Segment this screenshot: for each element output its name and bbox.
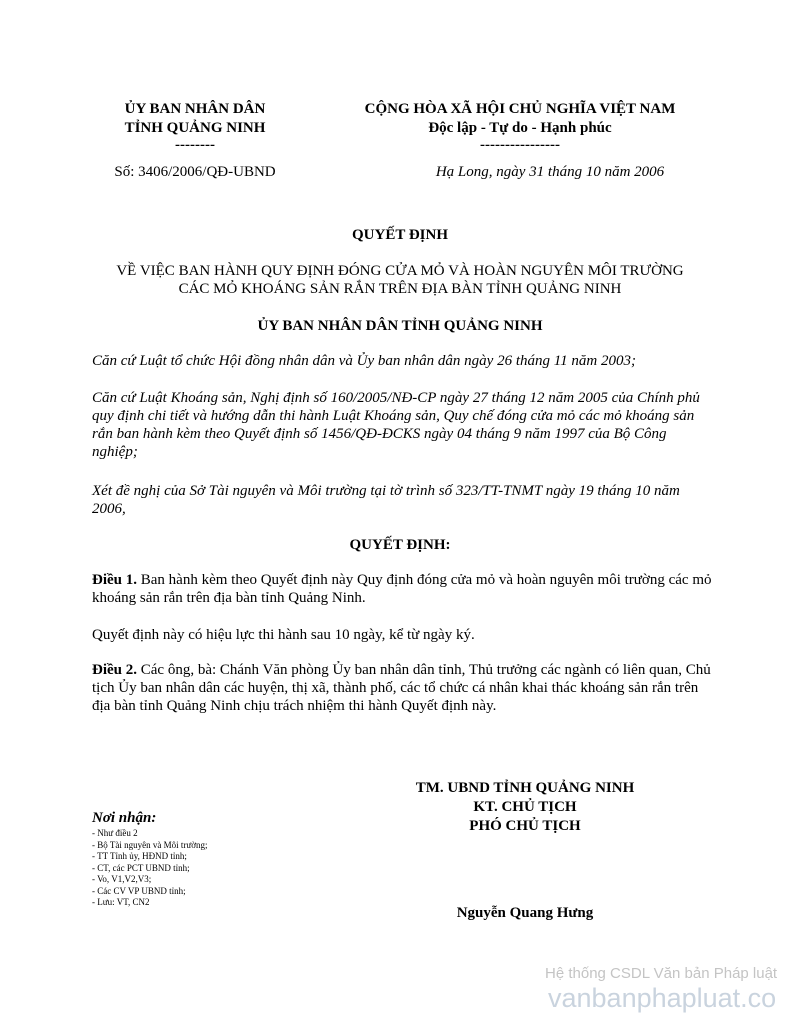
article-2 bbox=[92, 661, 712, 715]
preamble-item: Xét đề nghị của Sở Tài nguyên và Môi trường tại tờ trình số 323/TT-TNMT ngày 19 tháng 10 năm 2006, bbox=[92, 483, 680, 517]
document-subject bbox=[60, 262, 740, 298]
authority-heading: ỦY BAN NHÂN DÂN TỈNH QUẢNG NINH bbox=[257, 318, 543, 334]
article-1 bbox=[92, 571, 712, 607]
decision-heading: QUYẾT ĐỊNH: bbox=[349, 537, 451, 553]
recipient-item: - Lưu: VT, CN2 bbox=[92, 897, 150, 907]
recipient-item: - Vo, V1,V2,V3; bbox=[92, 874, 152, 884]
recipient-item: - TT Tỉnh ủy, HĐND tỉnh; bbox=[92, 851, 187, 861]
article-2-label: Điều 2. bbox=[92, 662, 137, 678]
signer-name: Nguyễn Quang Hưng bbox=[456, 905, 594, 921]
article-1-label: Điều 1. bbox=[92, 572, 137, 588]
watermark-site: vanbanphapluat.co bbox=[548, 983, 777, 1013]
signature-line1: TM. UBND TỈNH QUẢNG NINH bbox=[415, 780, 635, 796]
document-number: Số: 3406/2006/QĐ-UBND bbox=[114, 164, 276, 180]
document-title: QUYẾT ĐỊNH bbox=[352, 227, 448, 243]
preamble-item: Căn cứ Luật tổ chức Hội đồng nhân dân và Ủy ban nhân dân ngày 26 tháng 11 năm 2003; bbox=[92, 353, 636, 369]
issuer-line1: ỦY BAN NHÂN DÂN bbox=[124, 101, 266, 117]
issuer-line2: TỈNH QUẢNG NINH bbox=[124, 120, 266, 136]
recipients-title: Nơi nhận: bbox=[92, 810, 157, 826]
preamble-item: Căn cứ Luật Khoáng sản, Nghị định số 160/2005/NĐ-CP ngày 27 tháng 12 năm 2005 của Chính phủ quy định chi tiết và hướng dẫn thi hành Luật Khoáng sản, Quy chế đóng cửa mỏ các mỏ khoáng sản rắn ban hành kèm theo Quyết định số 1456/QĐ-ĐCKS ngày 04 tháng 9 năm 1997 của Bộ Công nghiệp; bbox=[92, 390, 700, 460]
national-motto-block bbox=[310, 100, 730, 152]
signature-line3: PHÓ CHỦ TỊCH bbox=[469, 818, 581, 834]
subject-line2: CÁC MỎ KHOÁNG SẢN RẮN TRÊN ĐỊA BÀN TỈNH QUẢNG NINH bbox=[178, 281, 622, 297]
recipient-item: - Như điều 2 bbox=[92, 828, 138, 838]
article-1-effect: Quyết định này có hiệu lực thi hành sau 10 ngày, kể từ ngày ký. bbox=[92, 627, 475, 643]
article-2-text: Các ông, bà: Chánh Văn phòng Ủy ban nhân dân tỉnh, Thủ trưởng các ngành có liên quan, Chủ tịch Ủy ban nhân dân các huyện, thị xã, thành phố, các tổ chức cá nhân khai thác khoáng sản rắn trên địa bàn tỉnh Quảng Ninh chịu trách nhiệm thi hành Quyết định này. bbox=[92, 662, 711, 714]
article-1-text: Ban hành kèm theo Quyết định này Quy định đóng cửa mỏ và hoàn nguyên môi trường các mỏ khoáng sản rắn trên địa bàn tỉnh Quảng Ninh. bbox=[92, 572, 712, 606]
issuer-separator: -------- bbox=[175, 137, 215, 153]
watermark-caption: Hệ thống CSDL Văn bản Pháp luật bbox=[545, 965, 778, 982]
recipient-item: - Các CV VP UBND tỉnh; bbox=[92, 885, 186, 896]
recipients-list bbox=[92, 828, 207, 909]
motto: Độc lập - Tự do - Hạnh phúc bbox=[428, 120, 612, 136]
place-date: Hạ Long, ngày 31 tháng 10 năm 2006 bbox=[435, 164, 665, 180]
signature-line2: KT. CHỦ TỊCH bbox=[473, 799, 577, 815]
recipient-item: - CT, các PCT UBND tỉnh; bbox=[92, 862, 190, 873]
issuer-block bbox=[80, 100, 310, 152]
signature-block bbox=[400, 779, 650, 836]
motto-separator: ---------------- bbox=[480, 137, 560, 153]
subject-line1: VỀ VIỆC BAN HÀNH QUY ĐỊNH ĐÓNG CỬA MỎ VÀ HOÀN NGUYÊN MÔI TRƯỜNG bbox=[116, 263, 684, 279]
recipient-item: - Bộ Tài nguyên và Môi trường; bbox=[92, 839, 208, 850]
country-name: CỘNG HÒA XÃ HỘI CHỦ NGHĨA VIỆT NAM bbox=[364, 101, 676, 117]
